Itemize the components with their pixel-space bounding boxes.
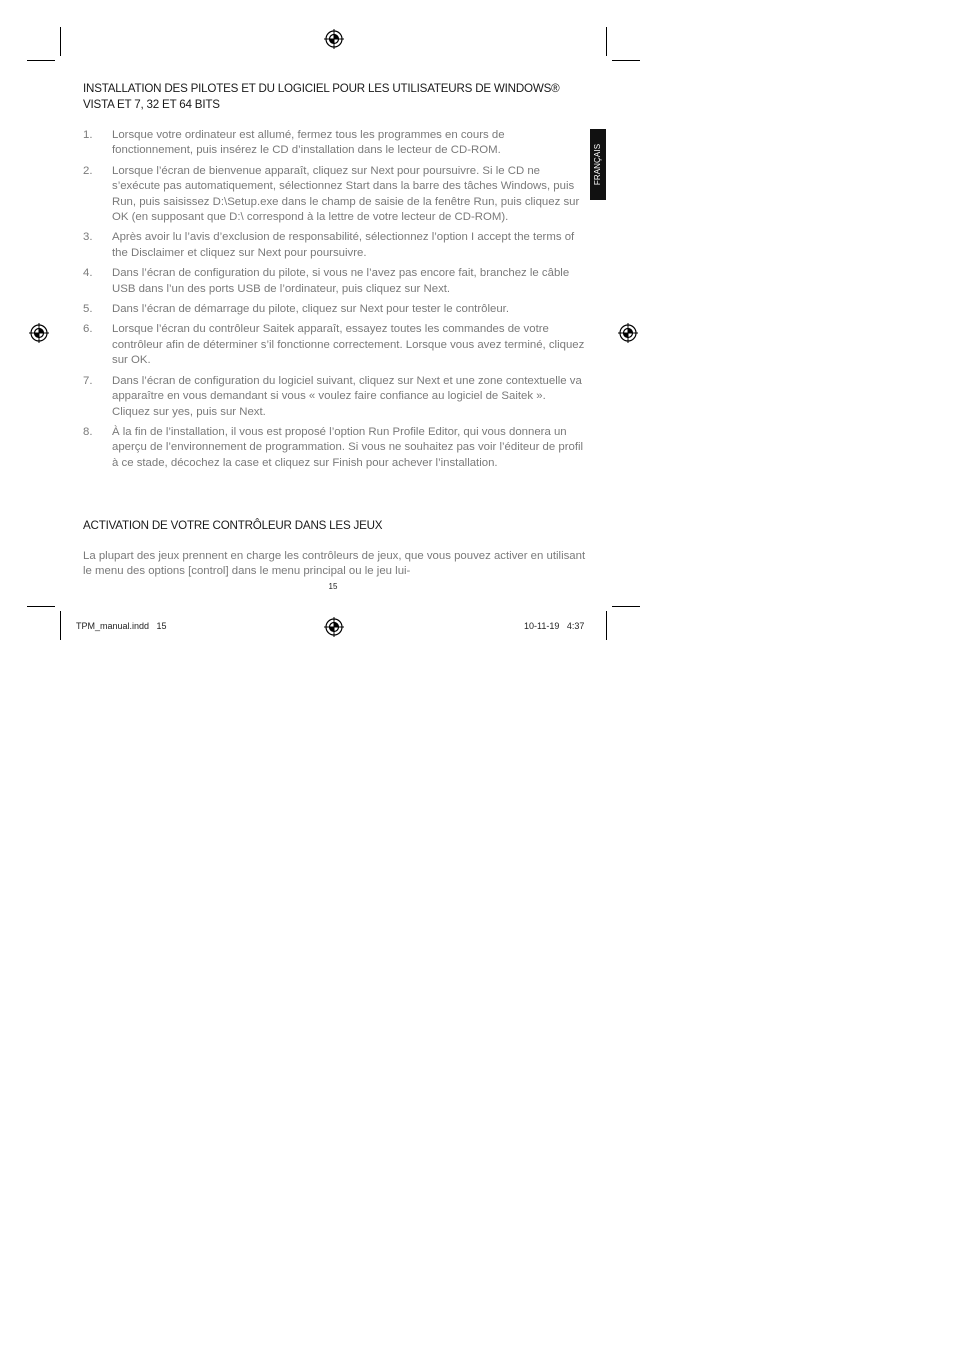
date-slug: 10-11-19 4:37 (524, 621, 585, 631)
crop-mark (612, 606, 640, 607)
list-item (83, 425, 586, 471)
crop-mark (60, 27, 61, 56)
step-text: Après avoir lu l’avis d’exclusion de responsabilité, sélectionnez l’option I accept the terms of the Disclaimer et cliquez sur Next pour poursuivre. (112, 231, 575, 259)
language-tab-label: FRANÇAIS (593, 143, 603, 186)
crop-mark (612, 60, 640, 61)
list-item (83, 128, 586, 159)
step-number: 3. (83, 231, 93, 244)
crop-mark (27, 60, 55, 61)
list-item (83, 266, 586, 297)
step-text: Dans l’écran de configuration du logiciel suivant, cliquez sur Next et une zone contextuelle va apparaître en vous demandant si vous « voulez faire confiance au logiciel de Saitek ». Cliquez sur yes, puis sur Next. (112, 374, 582, 418)
activation-paragraph: La plupart des jeux prennent en charge les contrôleurs de jeux, que vous pouvez activer en utilisant le menu des options [control] dans le menu principal ou le jeu lui- (83, 550, 586, 578)
crop-mark (606, 27, 607, 56)
section-heading-activation: ACTIVATION DE VOTRE CONTRÔLEUR DANS LES JEUX (83, 519, 383, 532)
registration-mark-icon (324, 29, 344, 49)
section-heading-installation: INSTALLATION DES PILOTES ET DU LOGICIEL POUR LES UTILISATEURS DE WINDOWS® VISTA ET 7, 32 ET 64 BITS (83, 82, 560, 111)
registration-mark-icon (324, 617, 344, 637)
step-text: Lorsque l’écran du contrôleur Saitek apparaît, essayez toutes les commandes de votre contrôleur afin de déterminer s’il fonctionne correctement. Lorsque vous avez terminé, cliquez sur OK. (112, 323, 585, 367)
file-slug: TPM_manual.indd 15 (76, 621, 167, 631)
installation-steps-list (83, 128, 586, 476)
step-text: Dans l’écran de configuration du pilote, si vous ne l’avez pas encore fait, branchez le câble USB dans l’un des ports USB de l’ordinateur, puis cliquez sur Next. (112, 267, 570, 295)
step-text: Dans l’écran de démarrage du pilote, cliquez sur Next pour tester le contrôleur. (112, 303, 509, 316)
list-item (83, 322, 586, 368)
step-text: Lorsque votre ordinateur est allumé, fermez tous les programmes en cours de fonctionnement, puis insérez le CD d’installation dans le lecteur de CD-ROM. (112, 129, 505, 157)
step-number: 1. (83, 129, 93, 141)
list-item (83, 164, 586, 226)
registration-mark-icon (618, 323, 638, 343)
step-number: 8. (83, 425, 93, 438)
list-item (83, 374, 586, 420)
registration-mark-icon (29, 323, 49, 343)
step-number: 7. (83, 374, 93, 387)
crop-mark (606, 611, 607, 640)
step-number: 5. (83, 303, 93, 316)
language-tab (590, 129, 606, 200)
step-number: 2. (83, 164, 93, 177)
page-number: 15 (328, 582, 338, 591)
list-item (83, 230, 586, 261)
list-item (83, 302, 586, 317)
step-text: Lorsque l’écran de bienvenue apparaît, cliquez sur Next pour poursuivre. Si le CD ne s’exécute pas automatiquement, sélectionnez Start dans la barre des tâches Windows, puis Run, puis saisissez D:\Setup.exe dans le champ de saisie de la fenêtre Run, puis cliquez sur OK (en supposant que D:\ correspond à la lettre de votre lecteur de CD-ROM). (112, 164, 580, 224)
step-number: 4. (83, 267, 93, 280)
crop-mark (27, 606, 55, 607)
step-number: 6. (83, 323, 93, 336)
step-text: À la fin de l’installation, il vous est proposé l’option Run Profile Editor, qui vous donnera un aperçu de l’environnement de programmation. Si vous ne souhaitez pas voir l’éditeur de profil à ce stade, décochez la case et cliquez sur Finish pour achever l’installation. (112, 425, 584, 469)
crop-mark (60, 611, 61, 640)
